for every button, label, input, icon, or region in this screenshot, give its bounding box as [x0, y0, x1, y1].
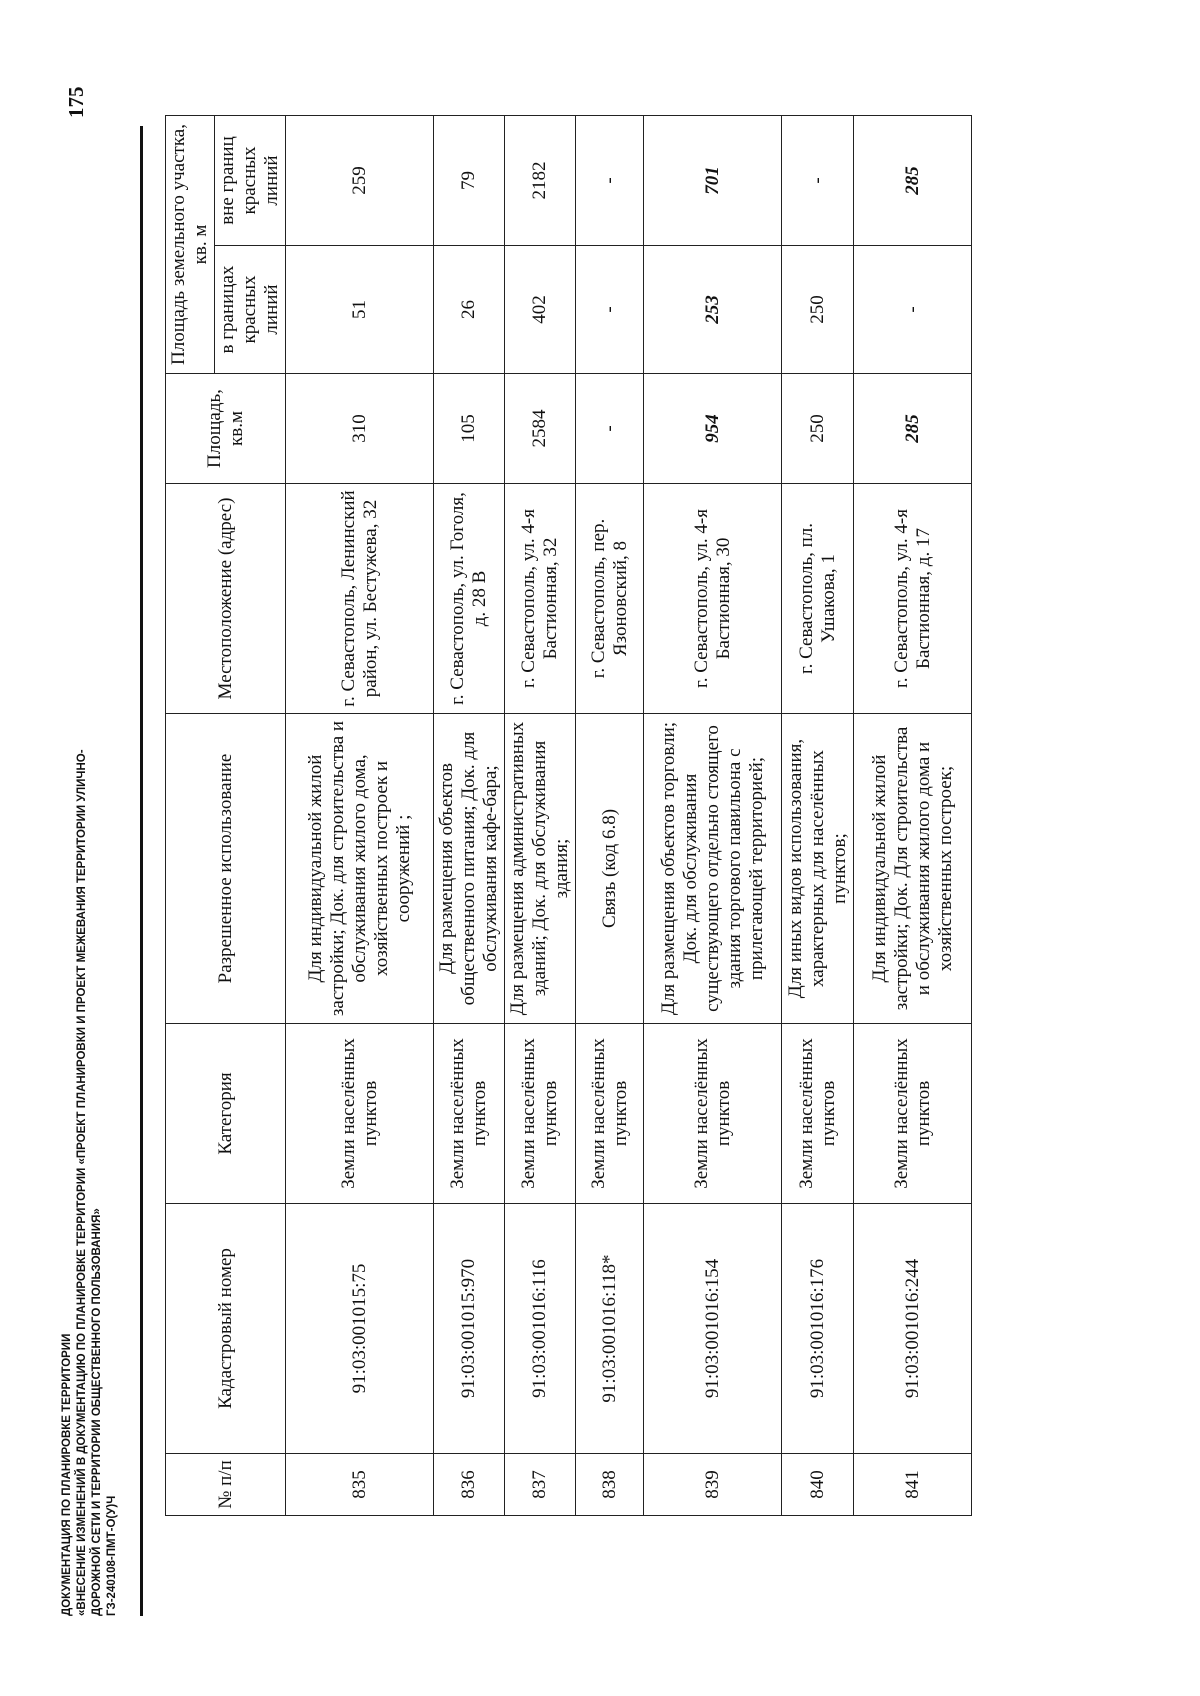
- cell-outside: 701: [644, 116, 782, 246]
- cell-outside: 259: [286, 116, 434, 246]
- cell-use: Для размещения объектов торговли; Док. для обслуживания существующего отдельно стоящего здания торгового павильона с прилегающей территорией;: [644, 714, 782, 1024]
- cell-location: г. Севастополь, Ленинский район, ул. Бестужева, 32: [286, 484, 434, 714]
- cell-cadastral: 91:03:001016:116: [505, 1204, 576, 1454]
- land-plots-table: [165, 115, 972, 1516]
- cell-cadastral: 91:03:001015:970: [434, 1204, 505, 1454]
- cell-inside: -: [854, 246, 972, 374]
- cell-cadastral: 91:03:001016:176: [782, 1204, 854, 1454]
- table-row: [576, 116, 644, 1516]
- cell-area: 310: [286, 374, 434, 484]
- cell-category: Земли населённых пунктов: [782, 1024, 854, 1204]
- cell-area: 2584: [505, 374, 576, 484]
- cell-use: Для размещения объектов общественного питания; Док. для обслуживания кафе-бара;: [434, 714, 505, 1024]
- cell-inside: 26: [434, 246, 505, 374]
- cell-category: Земли населённых пунктов: [434, 1024, 505, 1204]
- cell-location: г. Севастополь, пл. Ушакова, 1: [782, 484, 854, 714]
- cell-location: г. Севастополь, ул. Гоголя, д. 28 В: [434, 484, 505, 714]
- cell-inside: -: [576, 246, 644, 374]
- cell-cadastral: 91:03:001015:75: [286, 1204, 434, 1454]
- cell-category: Земли населённых пунктов: [576, 1024, 644, 1204]
- document-header: [60, 316, 120, 1616]
- cell-inside: 253: [644, 246, 782, 374]
- cell-num: 837: [505, 1454, 576, 1516]
- cell-num: 838: [576, 1454, 644, 1516]
- page-number: 175: [64, 86, 88, 118]
- header-row-1: [166, 116, 215, 1516]
- cell-num: 836: [434, 1454, 505, 1516]
- cell-inside: 51: [286, 246, 434, 374]
- cell-area: 105: [434, 374, 505, 484]
- table-row: [644, 116, 782, 1516]
- table-row: [782, 116, 854, 1516]
- header-rule: [140, 126, 143, 1616]
- cell-area: -: [576, 374, 644, 484]
- cell-cadastral: 91:03:001016:244: [854, 1204, 972, 1454]
- header-line-3: ДОРОЖНОЙ СЕТИ И ТЕРРИТОРИИ ОБЩЕСТВЕННОГО ПОЛЬЗОВАНИЯ»: [91, 1208, 103, 1616]
- header-line-1: ДОКУМЕНТАЦИЯ ПО ПЛАНИРОВКЕ ТЕРРИТОРИИ: [61, 1333, 73, 1616]
- cell-num: 840: [782, 1454, 854, 1516]
- cell-category: Земли населённых пунктов: [644, 1024, 782, 1204]
- cell-inside: 250: [782, 246, 854, 374]
- cell-location: г. Севастополь, ул. 4-я Бастионная, д. 17: [854, 484, 972, 714]
- cell-location: г. Севастополь, пер. Язоновский, 8: [576, 484, 644, 714]
- cell-outside: -: [782, 116, 854, 246]
- cell-use: Для индивидуальной жилой застройки; Док. для строительства и обслуживания жилого дома, хозяйственных построек и сооружений ;: [286, 714, 434, 1024]
- cell-cadastral: 91:03:001016:118*: [576, 1204, 644, 1454]
- cell-outside: 79: [434, 116, 505, 246]
- header-line-2: «ВНЕСЕНИЕ ИЗМЕНЕНИЙ В ДОКУМЕНТАЦИЮ ПО ПЛАНИРОВКЕ ТЕРРИТОРИИ «ПРОЕКТ ПЛАНИРОВКИ И ПРОЕКТ МЕЖЕВАНИЯ ТЕРРИТОРИИ УЛИЧНО-: [76, 749, 88, 1616]
- cell-cadastral: 91:03:001016:154: [644, 1204, 782, 1454]
- table-row: [505, 116, 576, 1516]
- header-line-4: ГЗ-240108-ПМТ-О(У)Ч: [106, 1495, 118, 1616]
- cell-outside: -: [576, 116, 644, 246]
- cell-location: г. Севастополь, ул. 4-я Бастионная, 30: [644, 484, 782, 714]
- col-header-inside: в границах красных линий: [215, 246, 286, 374]
- col-header-cadastral: Кадастровый номер: [166, 1204, 286, 1454]
- cell-inside: 402: [505, 246, 576, 374]
- cell-use: Для размещения административных зданий; Док. для обслуживания здания;: [505, 714, 576, 1024]
- col-header-num: № п/п: [166, 1454, 286, 1516]
- table-row: [286, 116, 434, 1516]
- cell-use: Для индивидуальной жилой застройки; Док. Для строительства и обслуживания жилого дома и хозяйственных построек;: [854, 714, 972, 1024]
- cell-outside: 2182: [505, 116, 576, 246]
- col-header-outside: вне границ красных линий: [215, 116, 286, 246]
- cell-category: Земли населённых пунктов: [854, 1024, 972, 1204]
- table-row: [854, 116, 972, 1516]
- col-header-use: Разрешенное использование: [166, 714, 286, 1024]
- cell-area: 250: [782, 374, 854, 484]
- cell-num: 839: [644, 1454, 782, 1516]
- cell-location: г. Севастополь, ул. 4-я Бастионная, 32: [505, 484, 576, 714]
- col-header-area: Площадь, кв.м: [166, 374, 286, 484]
- col-header-plot-area: Площадь земельного участка, кв. м: [166, 116, 215, 374]
- col-header-location: Местоположение (адрес): [166, 484, 286, 714]
- cell-category: Земли населённых пунктов: [286, 1024, 434, 1204]
- cell-area: 954: [644, 374, 782, 484]
- table-row: [434, 116, 505, 1516]
- cell-num: 835: [286, 1454, 434, 1516]
- cell-outside: 285: [854, 116, 972, 246]
- col-header-category: Категория: [166, 1024, 286, 1204]
- cell-category: Земли населённых пунктов: [505, 1024, 576, 1204]
- cell-use: Связь (код 6.8): [576, 714, 644, 1024]
- cell-area: 285: [854, 374, 972, 484]
- cell-use: Для иных видов использования, характерных для населённых пунктов;: [782, 714, 854, 1024]
- cell-num: 841: [854, 1454, 972, 1516]
